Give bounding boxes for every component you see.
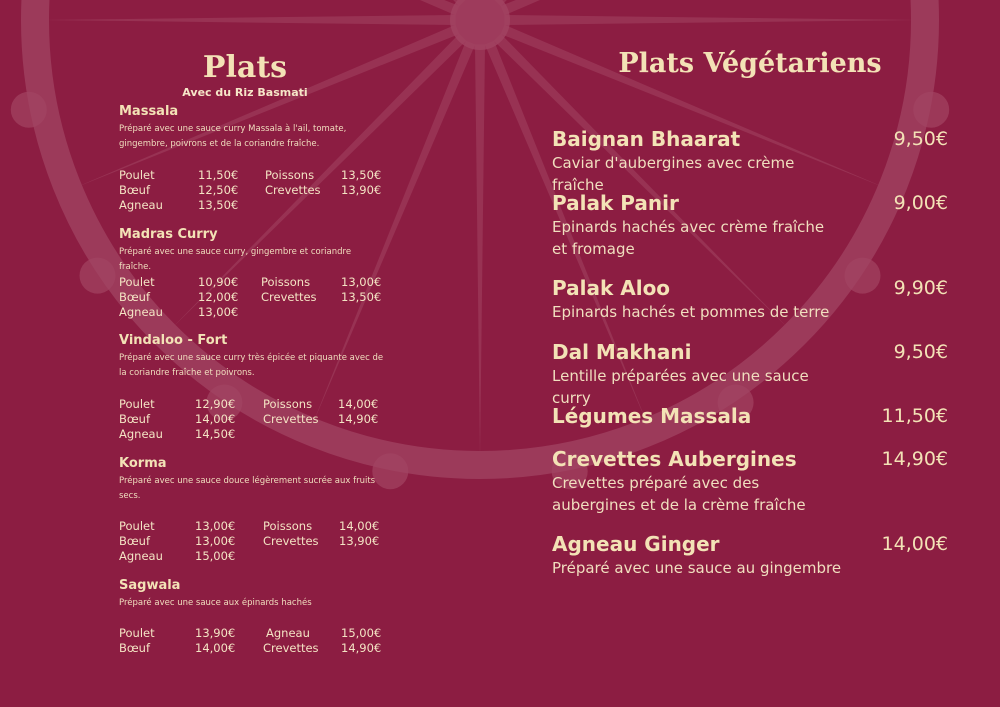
meat-price: 13,90€: [339, 534, 380, 548]
meat-label: Agneau: [119, 305, 163, 319]
meat-label: Poissons: [265, 168, 315, 182]
price-row: [119, 305, 384, 320]
veg-dish-palak-aloo: [552, 275, 952, 323]
veg-dish-name: Dal Makhani: [552, 340, 692, 364]
price-row: [119, 168, 384, 183]
plats-subtitle: Avec du Riz Basmati: [182, 86, 308, 99]
meat-label: Crevettes: [263, 412, 319, 426]
meat-label: Poissons: [261, 275, 311, 289]
price-row: [119, 427, 384, 442]
veg-dish-price: 9,50€: [893, 128, 948, 150]
meat-price: 13,90€: [195, 626, 236, 640]
price-row: [119, 290, 384, 305]
veg-dish-palak-panir: [552, 190, 952, 260]
meat-label: Agneau: [119, 198, 163, 212]
price-row: [119, 183, 384, 198]
veg-dish-description: Crevettes préparé avec des aubergines et de la crème fraîche: [552, 474, 806, 514]
meat-price: 12,90€: [195, 397, 236, 411]
dish-description: Préparé avec une sauce curry, gingembre et coriandre fraîche.: [119, 247, 352, 272]
dish-description: Préparé avec une sauce curry très épicée et piquante avec de la coriandre fraîche et poivrons.: [119, 353, 384, 378]
veg-dish-price: 14,90€: [881, 448, 948, 470]
dish-massala: [119, 104, 384, 212]
price-row: [119, 641, 384, 656]
veg-dish-description: Lentille préparées avec une sauce curry: [552, 367, 809, 407]
dish-korma: [119, 456, 384, 563]
meat-label: Bœuf: [119, 534, 150, 548]
price-row: [119, 626, 384, 641]
meat-price: 14,00€: [195, 412, 236, 426]
meat-label: Poulet: [119, 397, 155, 411]
price-row: [119, 412, 384, 427]
meat-price: 14,90€: [338, 412, 379, 426]
plats-vegetariens-title: Plats Végétariens: [618, 48, 882, 79]
price-row: [119, 519, 384, 534]
dish-sagwala: [119, 578, 384, 655]
price-row: [119, 275, 384, 290]
veg-dish-description: Caviar d'aubergines avec crème fraîche: [552, 154, 795, 194]
meat-label: Crevettes: [263, 534, 319, 548]
price-row: [119, 534, 384, 549]
price-row: [119, 397, 384, 412]
veg-dish-price: 14,00€: [881, 533, 948, 555]
meat-label: Bœuf: [119, 183, 150, 197]
dish-vindaloo: [119, 333, 384, 441]
meat-price: 13,50€: [341, 290, 382, 304]
veg-dish-description: Epinards hachés avec crème fraîche et fromage: [552, 218, 825, 258]
meat-label: Crevettes: [265, 183, 321, 197]
veg-dish-name: Légumes Massala: [552, 404, 752, 428]
meat-label: Poulet: [119, 519, 155, 533]
meat-price: 14,00€: [195, 641, 236, 655]
meat-label: Bœuf: [119, 290, 150, 304]
veg-dish-price: 11,50€: [881, 405, 948, 427]
veg-dish-crevettes-aubergines: [552, 446, 952, 516]
meat-label: Crevettes: [261, 290, 317, 304]
veg-dish-description: Préparé avec une sauce au gingembre: [552, 559, 842, 577]
meat-label: Bœuf: [119, 412, 150, 426]
dish-description: Préparé avec une sauce curry Massala à l'ail, tomate, gingembre, poivrons et de la coriandre fraîche.: [119, 124, 347, 149]
plats-title: Plats: [202, 50, 288, 85]
dish-name: Madras Curry: [119, 227, 218, 242]
veg-dish-description: Epinards hachés et pommes de terre: [552, 303, 830, 321]
veg-dish-name: Palak Panir: [552, 191, 679, 215]
meat-price: 13,50€: [341, 168, 382, 182]
price-row: [119, 549, 384, 564]
meat-price: 14,00€: [339, 519, 380, 533]
meat-price: 14,90€: [341, 641, 382, 655]
meat-label: Poulet: [119, 626, 155, 640]
meat-price: 12,00€: [198, 290, 239, 304]
price-row: [119, 198, 384, 213]
meat-label: Crevettes: [263, 641, 319, 655]
veg-dish-legumes-massala: [552, 403, 952, 429]
meat-price: 13,90€: [341, 183, 382, 197]
veg-dish-name: Baignan Bhaarat: [552, 127, 741, 151]
veg-dish-price: 9,90€: [893, 277, 948, 299]
meat-label: Poissons: [263, 519, 313, 533]
meat-price: 11,50€: [198, 168, 239, 182]
dish-description: Préparé avec une sauce douce légèrement sucrée aux fruits secs.: [119, 476, 376, 501]
meat-label: Agneau: [119, 549, 163, 563]
meat-label: Poissons: [263, 397, 313, 411]
veg-dish-name: Agneau Ginger: [552, 532, 720, 556]
dish-madras-curry: [119, 227, 384, 319]
meat-price: 13,00€: [195, 519, 236, 533]
meat-label: Poulet: [119, 168, 155, 182]
meat-price: 13,50€: [198, 198, 239, 212]
veg-dish-name: Palak Aloo: [552, 276, 671, 300]
veg-dish-baignan-bhaarat: [552, 126, 952, 196]
meat-price: 14,50€: [195, 427, 236, 441]
veg-dish-price: 9,50€: [893, 341, 948, 363]
veg-dish-agneau-ginger: [552, 531, 952, 579]
dish-name: Vindaloo - Fort: [119, 333, 228, 348]
meat-label: Bœuf: [119, 641, 150, 655]
veg-dish-dal-makhani: [552, 339, 952, 409]
veg-dish-name: Crevettes Aubergines: [552, 447, 797, 471]
meat-price: 13,00€: [198, 305, 239, 319]
dish-name: Sagwala: [119, 578, 181, 593]
meat-price: 13,00€: [341, 275, 382, 289]
meat-price: 12,50€: [198, 183, 239, 197]
meat-label: Agneau: [119, 427, 163, 441]
meat-label: Poulet: [119, 275, 155, 289]
meat-price: 14,00€: [338, 397, 379, 411]
dish-name: Massala: [119, 104, 179, 119]
dish-name: Korma: [119, 456, 167, 471]
meat-label: Agneau: [266, 626, 310, 640]
meat-price: 13,00€: [195, 534, 236, 548]
meat-price: 15,00€: [341, 626, 382, 640]
meat-price: 15,00€: [195, 549, 236, 563]
meat-price: 10,90€: [198, 275, 239, 289]
veg-dish-price: 9,00€: [893, 192, 948, 214]
dish-description: Préparé avec une sauce aux épinards hachés: [119, 598, 312, 608]
